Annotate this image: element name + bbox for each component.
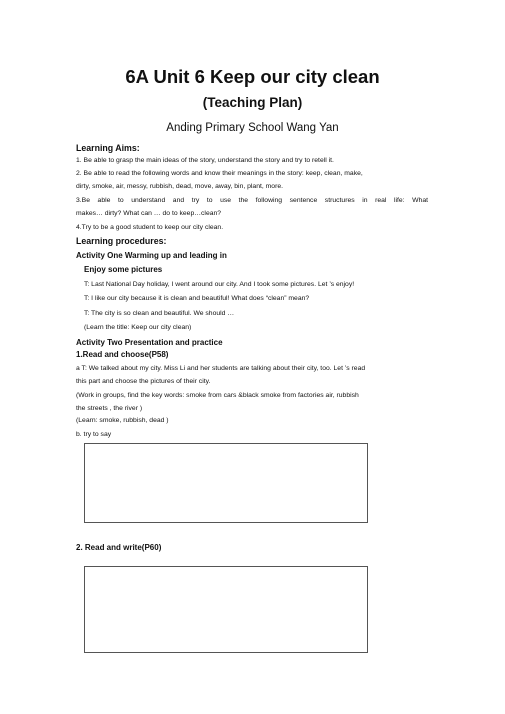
activity-one-line-1: T: Last National Day holiday, I went around our city. And I took some pictures. Let ’s enjoy! <box>84 281 355 288</box>
document-subtitle: (Teaching Plan) <box>202 95 303 110</box>
activity-one-line-3: T: The city is so clean and beautiful. We should … <box>84 310 235 317</box>
try-to-say-label: b. try to say <box>76 431 112 438</box>
aim-2-line-1: 2. Be able to read the following words and know their meanings in the story: keep, clean, make, <box>76 170 363 177</box>
activity-two-line-5: (Learn: smoke, rubbish, dead ) <box>76 417 169 424</box>
document-title: 6A Unit 6 Keep our city clean <box>125 66 380 87</box>
learning-procedures-heading: Learning procedures: <box>76 236 167 246</box>
try-to-say-box <box>84 443 368 523</box>
aim-2-line-2: dirty, smoke, air, messy, rubbish, dead, move, away, bin, plant, more. <box>76 183 284 190</box>
activity-one-line-2: T: I like our city because it is clean and beautiful! What does “clean” mean? <box>84 295 310 302</box>
activity-one-subheading: Enjoy some pictures <box>84 265 163 274</box>
aim-4: 4.Try to be a good student to keep our city clean. <box>76 224 224 231</box>
read-and-write-box <box>84 566 368 653</box>
read-and-write-heading: 2. Read and write(P60) <box>76 543 162 552</box>
author-byline: Anding Primary School Wang Yan <box>166 122 339 134</box>
aim-3-line-2: makes… dirty? What can … do to keep…clean? <box>76 210 222 217</box>
aim-1: 1. Be able to grasp the main ideas of the story, understand the story and try to retell it. <box>76 157 334 164</box>
activity-two-title: Activity Two Presentation and practice <box>76 338 223 347</box>
activity-two-line-3: (Work in groups, find the key words: smoke from cars &black smoke from factories air, rubbish <box>76 392 359 399</box>
activity-one-title: Activity One Warming up and leading in <box>76 251 227 260</box>
activity-two-line-2: this part and choose the pictures of their city. <box>76 378 211 385</box>
read-and-choose-heading: 1.Read and choose(P58) <box>76 350 169 359</box>
activity-two-line-1: a T: We talked about my city. Miss Li and her students are talking about their city, too. Let ’s read <box>76 365 366 372</box>
activity-one-line-4: (Learn the title: Keep our city clean) <box>84 324 192 331</box>
aim-3-line-1: 3.Be able to understand and try to use the following sentence structures in real life: What <box>76 197 428 204</box>
activity-two-line-4: the streets , the river ) <box>76 405 143 412</box>
learning-aims-heading: Learning Aims: <box>76 143 140 153</box>
